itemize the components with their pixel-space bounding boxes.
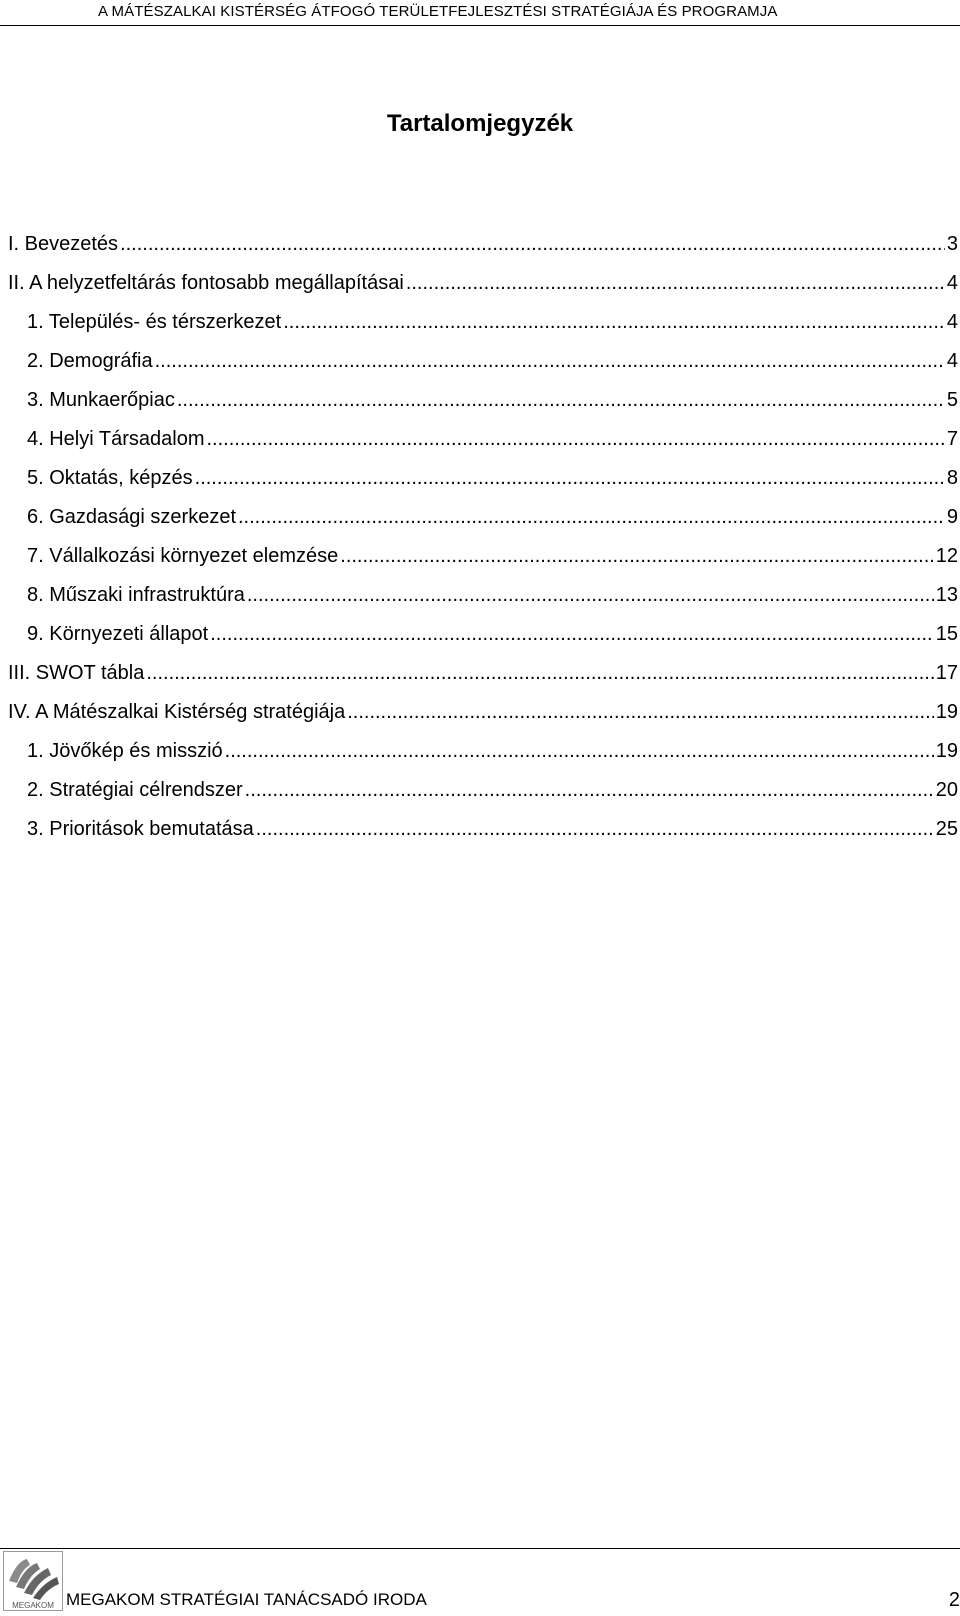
toc-entry-page: 25 (935, 818, 958, 840)
toc-entry-page: 15 (935, 623, 958, 645)
toc-dot-leader (206, 427, 944, 451)
toc-entry-label: 1. Jövőkép és misszió (27, 740, 223, 762)
toc-entry[interactable] (8, 583, 958, 622)
toc-entry-label: 2. Demográfia (27, 350, 153, 372)
header-divider (0, 25, 960, 26)
footer-office-name: MEGAKOM STRATÉGIAI TANÁCSADÓ IRODA (66, 1590, 427, 1609)
footer-divider (0, 1548, 960, 1549)
toc-entry-page: 20 (935, 779, 958, 801)
toc-entry[interactable] (8, 310, 958, 349)
toc-dot-leader (283, 310, 945, 334)
toc-entry-label: 2. Stratégiai célrendszer (27, 779, 243, 801)
toc-entry-label: I. Bevezetés (8, 233, 119, 255)
table-of-contents (8, 232, 958, 856)
toc-entry-label: IV. A Mátészalkai Kistérség stratégiája (8, 701, 346, 723)
toc-entry-page: 8 (946, 467, 958, 489)
toc-entry-page: 3 (946, 233, 958, 255)
toc-entry[interactable] (8, 739, 958, 778)
toc-entry-page: 4 (946, 311, 958, 333)
toc-entry[interactable] (8, 622, 958, 661)
toc-entry-page: 17 (935, 662, 958, 684)
toc-entry-label: III. SWOT tábla (8, 662, 145, 684)
toc-entry[interactable] (8, 505, 958, 544)
toc-entry[interactable] (8, 700, 958, 739)
toc-entry-page: 5 (946, 389, 958, 411)
page-header (0, 0, 960, 28)
toc-entry[interactable] (8, 466, 958, 505)
toc-dot-leader (238, 505, 945, 529)
toc-title: Tartalomjegyzék (386, 110, 574, 137)
toc-dot-leader (177, 388, 945, 412)
toc-dot-leader (195, 466, 945, 490)
toc-entry-page: 9 (946, 506, 958, 528)
toc-dot-leader (146, 661, 933, 685)
toc-entry-label: 6. Gazdasági szerkezet (27, 506, 236, 528)
toc-entry[interactable] (8, 778, 958, 817)
logo-text: MEGAKOM (12, 1601, 54, 1610)
toc-dot-leader (406, 271, 945, 295)
toc-dot-leader (247, 583, 934, 607)
footer-page-number: 2 (948, 1589, 960, 1611)
toc-entry-label: 5. Oktatás, képzés (27, 467, 193, 489)
toc-dot-leader (347, 700, 934, 724)
toc-dot-leader (210, 622, 934, 646)
toc-entry[interactable] (8, 271, 958, 310)
megakom-logo (3, 1551, 63, 1611)
megakom-logo-icon (3, 1551, 63, 1611)
toc-entry-page: 12 (935, 545, 958, 567)
toc-entry-label: 8. Műszaki infrastruktúra (27, 584, 245, 606)
toc-dot-leader (340, 544, 933, 568)
toc-entry[interactable] (8, 661, 958, 700)
toc-entry-label: 9. Környezeti állapot (27, 623, 209, 645)
toc-entry-label: 3. Prioritások bemutatása (27, 818, 254, 840)
toc-entry[interactable] (8, 349, 958, 388)
toc-entry-label: II. A helyzetfeltárás fontosabb megállapításai (8, 272, 404, 294)
toc-entry-page: 19 (935, 740, 958, 762)
toc-entry-page: 4 (946, 350, 958, 372)
toc-entry-page: 19 (935, 701, 958, 723)
toc-dot-leader (245, 778, 934, 802)
toc-dot-leader (120, 232, 945, 256)
toc-entry-page: 4 (946, 272, 958, 294)
toc-entry-label: 1. Település- és térszerkezet (27, 311, 282, 333)
toc-entry-label: 7. Vállalkozási környezet elemzése (27, 545, 339, 567)
toc-dot-leader (225, 739, 934, 763)
toc-entry-page: 13 (935, 584, 958, 606)
toc-entry-label: 4. Helyi Társadalom (27, 428, 205, 450)
toc-entry[interactable] (8, 232, 958, 271)
toc-entry[interactable] (8, 817, 958, 856)
toc-entry[interactable] (8, 544, 958, 583)
toc-dot-leader (155, 349, 945, 373)
toc-entry-label: 3. Munkaerőpiac (27, 389, 175, 411)
header-title: A MÁTÉSZALKAI KISTÉRSÉG ÁTFOGÓ TERÜLETFEJLESZTÉSI STRATÉGIÁJA ÉS PROGRAMJA (98, 3, 778, 20)
toc-dot-leader (256, 817, 934, 841)
toc-entry[interactable] (8, 388, 958, 427)
toc-entry-page: 7 (946, 428, 958, 450)
toc-entry[interactable] (8, 427, 958, 466)
